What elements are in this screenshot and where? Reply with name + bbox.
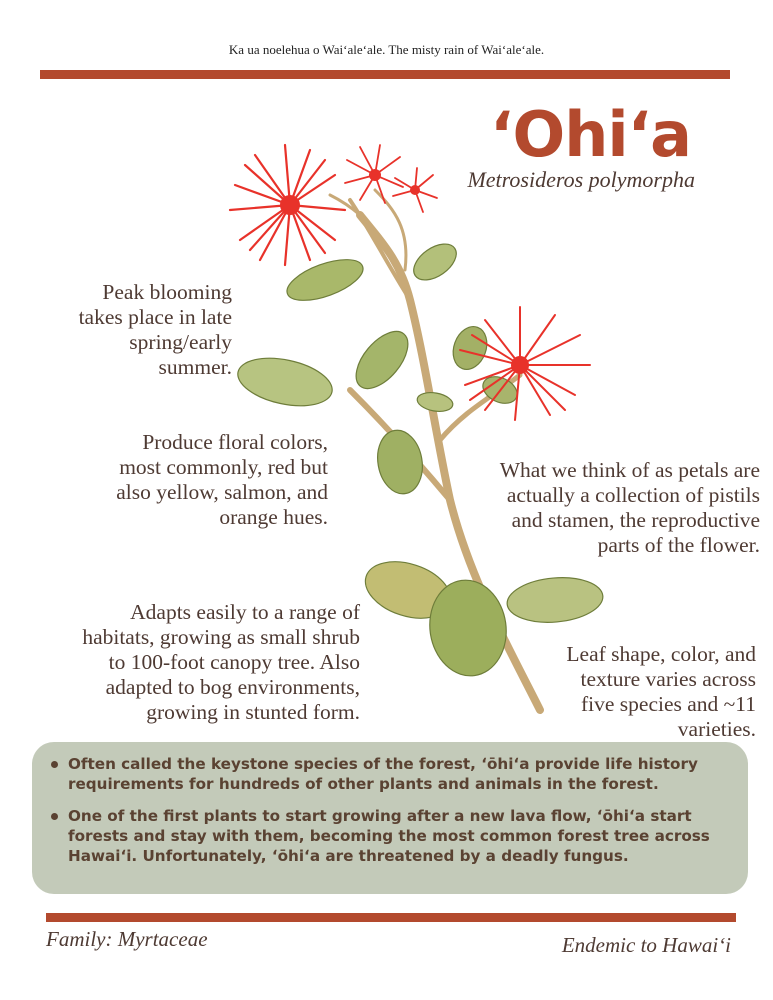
top-divider bbox=[40, 70, 730, 79]
fact-habitats bbox=[10, 600, 360, 725]
fact-line: Leaf shape, color, and bbox=[566, 642, 756, 666]
fact-line: varieties. bbox=[677, 717, 756, 741]
fact-blooming bbox=[30, 280, 232, 380]
bullet-text: Often called the keystone species of the forest, ʻōhiʻa provide life history requirements for hundreds of other plants and animals in the forest. bbox=[68, 755, 698, 793]
fact-line: growing in stunted form. bbox=[146, 700, 360, 724]
fact-line: summer. bbox=[158, 355, 232, 379]
bottom-divider bbox=[46, 913, 736, 922]
fact-line: also yellow, salmon, and bbox=[116, 480, 328, 504]
leaf bbox=[373, 427, 427, 498]
page-title: ʻOhiʻa bbox=[489, 98, 691, 171]
bullet-text: One of the first plants to start growing after a new lava flow, ʻōhiʻa start forests and stay with them, becoming the most common forest tree across Hawaiʻi. Unfortunately, ʻōhiʻa are threatened by a deadly fungus. bbox=[68, 807, 710, 865]
fact-line: habitats, growing as small shrub bbox=[82, 625, 360, 649]
fact-line: parts of the flower. bbox=[597, 533, 760, 557]
bullet-icon bbox=[51, 813, 58, 820]
leaf bbox=[233, 351, 336, 414]
leaf bbox=[346, 322, 417, 397]
scientific-name: Metrosideros polymorpha bbox=[467, 167, 695, 192]
lehua-flower-large bbox=[230, 145, 345, 265]
fact-line: Produce floral colors, bbox=[142, 430, 328, 454]
fact-line: texture varies across bbox=[580, 667, 756, 691]
fact-line: adapted to bog environments, bbox=[105, 675, 360, 699]
bullet-list bbox=[68, 754, 728, 866]
fact-line: spring/early bbox=[129, 330, 232, 354]
bullet-icon bbox=[51, 761, 58, 768]
fact-petals bbox=[430, 458, 760, 558]
fact-line: What we think of as petals are bbox=[499, 458, 760, 482]
fact-line: most commonly, red but bbox=[119, 455, 328, 479]
proverb-heading: Ka ua noelehua o Waiʻaleʻale. The misty rain of Waiʻaleʻale. bbox=[228, 42, 545, 57]
list-item bbox=[68, 806, 728, 866]
leaf bbox=[407, 237, 462, 287]
fact-line: Adapts easily to a range of bbox=[130, 600, 360, 624]
leaf bbox=[505, 574, 604, 626]
lehua-flower-small bbox=[345, 145, 437, 212]
fact-line: actually a collection of pistils bbox=[506, 483, 760, 507]
family-label: Family: Myrtaceae bbox=[46, 927, 208, 951]
fact-line: five species and ~11 bbox=[580, 692, 756, 716]
fact-line: to 100-foot canopy tree. Also bbox=[108, 650, 360, 674]
leaf bbox=[447, 322, 492, 374]
fact-line: orange hues. bbox=[219, 505, 328, 529]
fact-line: takes place in late bbox=[78, 305, 232, 329]
info-panel bbox=[32, 742, 748, 894]
leaf bbox=[416, 390, 455, 414]
leaf bbox=[282, 251, 368, 308]
endemic-label: Endemic to Hawaiʻi bbox=[561, 933, 731, 957]
fact-floral-colors bbox=[30, 430, 328, 530]
list-item bbox=[68, 754, 728, 794]
fact-line: Peak blooming bbox=[102, 280, 232, 304]
fact-leaf-variation bbox=[510, 642, 756, 742]
fact-line: and stamen, the reproductive bbox=[511, 508, 760, 532]
